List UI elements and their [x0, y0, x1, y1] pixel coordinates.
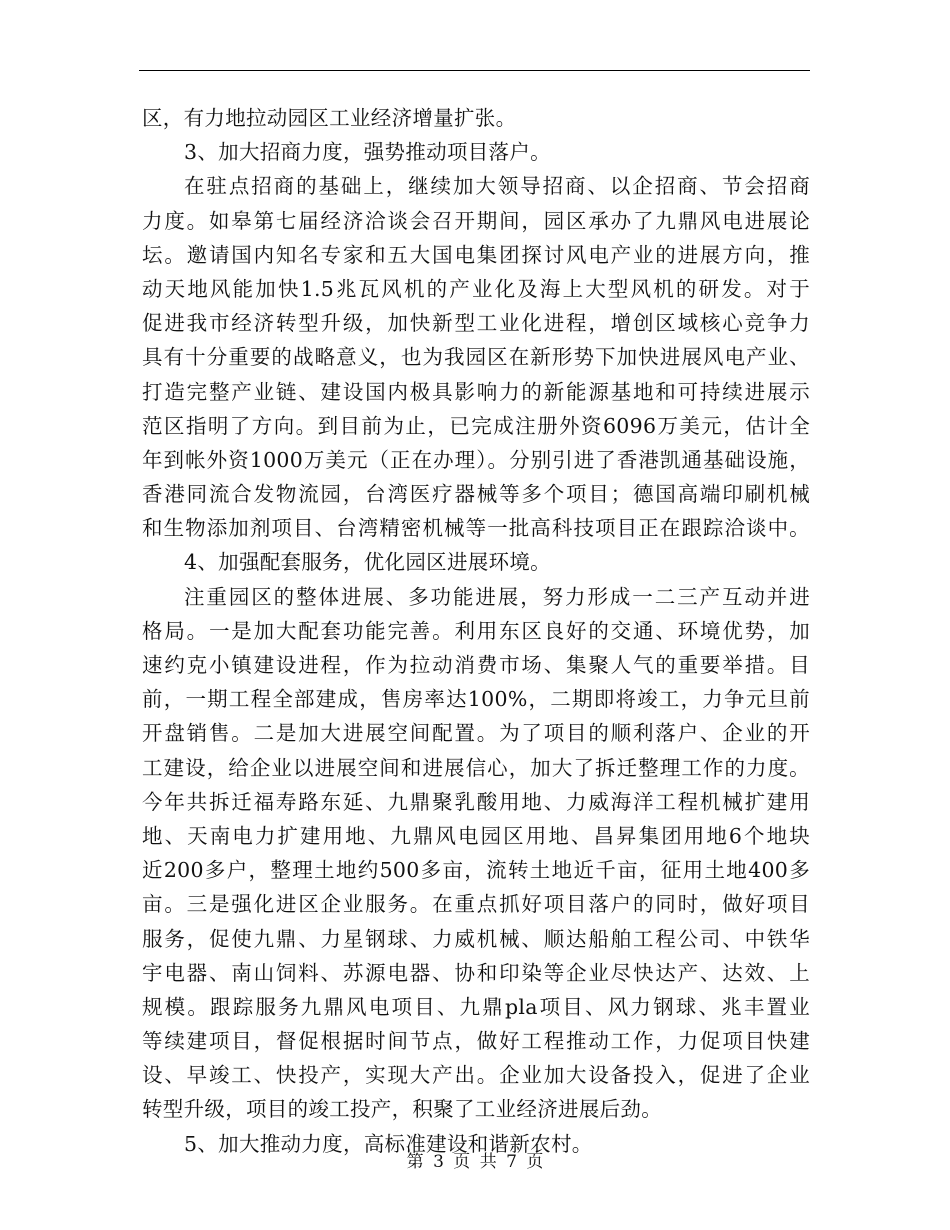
- text-line: 具有十分重要的战略意义，也为我园区在新形势下加快进展风电产业、: [142, 345, 810, 370]
- text-line: 促进我市经济转型升级，加快新型工业化进程，增创区域核心竞争力: [142, 311, 810, 336]
- text-line: 动天地风能加快1.5兆瓦风机的产业化及海上大型风机的研发。对于: [142, 276, 810, 301]
- text-line: 等续建项目，督促根据时间节点，做好工程推动工作，力促项目快建: [142, 1029, 810, 1054]
- text-line: 力度。如皋第七届经济洽谈会召开期间，园区承办了九鼎风电进展论: [142, 208, 810, 233]
- text-line: 年到帐外资1000万美元（正在办理）。分别引进了香港凯通基础设施，: [142, 447, 810, 472]
- text-line: 区，有力地拉动园区工业经济增量扩张。: [142, 106, 517, 130]
- paragraph-first-line: 在驻点招商的基础上，继续加大领导招商、以企招商、节会招商: [184, 174, 810, 199]
- text-line: 打造完整产业链、建设国内极具影响力的新能源基地和可持续进展示: [142, 379, 810, 404]
- header-rule: [139, 70, 810, 71]
- text-line: 亩。三是强化进区企业服务。在重点抓好项目落户的同时，做好项目: [142, 892, 810, 917]
- text-line: 和生物添加剂项目、台湾精密机械等一批高科技项目正在跟踪洽谈中。: [142, 516, 810, 541]
- section-heading: 5、加大推动力度，高标准建设和谐新农村。: [184, 1131, 593, 1156]
- text-line: 转型升级，项目的竣工投产，积聚了工业经济进展后劲。: [142, 1097, 662, 1122]
- section-heading: 3、加大招商力度，强势推动项目落户。: [184, 140, 551, 165]
- text-line: 工建设，给企业以进展空间和进展信心，加大了拆迁整理工作的力度。: [142, 755, 810, 780]
- paragraph-first-line: 注重园区的整体进展、多功能进展，努力形成一二三产互动并进: [184, 584, 810, 609]
- text-line: 今年共拆迁福寿路东延、九鼎聚乳酸用地、力威海洋工程机械扩建用: [142, 789, 810, 814]
- text-line: 香港同流合发物流园，台湾医疗器械等多个项目；德国高端印刷机械: [142, 482, 810, 507]
- text-line: 前，一期工程全部建成，售房率达100%，二期即将竣工，力争元旦前: [142, 687, 810, 712]
- text-line: 服务，促使九鼎、力星钢球、力威机械、顺达船舶工程公司、中铁华: [142, 926, 810, 951]
- text-line: 近200多户，整理土地约500多亩，流转土地近千亩，征用土地400多: [142, 858, 810, 883]
- page-number-footer: 第 3 页 共 7 页: [406, 1152, 544, 1172]
- text-line: 开盘销售。二是加大进展空间配置。为了项目的顺利落户、企业的开: [142, 721, 810, 746]
- text-line: 地、天南电力扩建用地、九鼎风电园区用地、昌昇集团用地6个地块: [142, 823, 810, 848]
- text-line: 格局。一是加大配套功能完善。利用东区良好的交通、环境优势，加: [142, 618, 810, 643]
- text-line: 速约克小镇建设进程，作为拉动消费市场、集聚人气的重要举措。目: [142, 653, 810, 677]
- section-heading: 4、加强配套服务，优化园区进展环境。: [184, 550, 551, 575]
- text-line: 设、早竣工、快投产，实现大产出。企业加大设备投入，促进了企业: [142, 1063, 810, 1088]
- text-line: 范区指明了方向。到目前为止，已完成注册外资6096万美元，估计全: [142, 413, 810, 438]
- text-line: 坛。邀请国内知名专家和五大国电集团探讨风电产业的进展方向，推: [142, 242, 810, 267]
- body-text: [142, 101, 810, 1161]
- text-line: 宇电器、南山饲料、苏源电器、协和印染等企业尽快达产、达效、上: [142, 960, 810, 985]
- text-line: 规模。跟踪服务九鼎风电项目、九鼎pla项目、风力钢球、兆丰置业: [142, 994, 810, 1019]
